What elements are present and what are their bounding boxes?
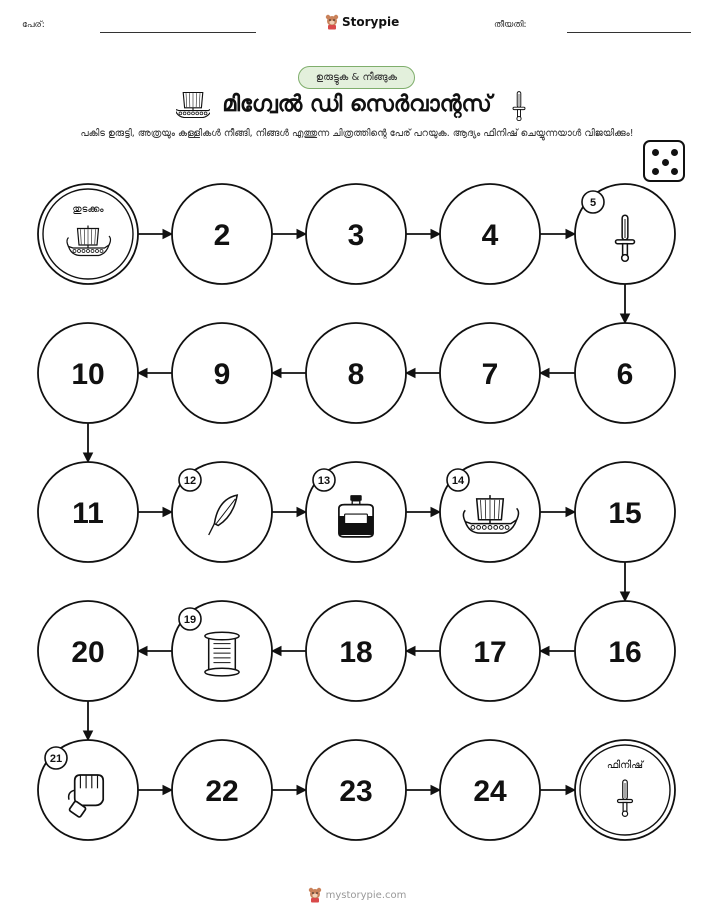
board-cell[interactable] — [38, 740, 138, 840]
footer — [0, 887, 714, 903]
board-cell[interactable] — [440, 462, 540, 562]
board-cell[interactable] — [440, 601, 540, 701]
board-cell[interactable] — [306, 462, 406, 562]
board-cell[interactable] — [306, 184, 406, 284]
cell-number: 17 — [473, 636, 507, 669]
board-cell[interactable] — [38, 323, 138, 423]
board-cell[interactable] — [306, 740, 406, 840]
date-label: തീയതി: — [494, 20, 527, 30]
scroll-icon — [205, 632, 239, 676]
cell-number: 12 — [183, 475, 197, 487]
board-cell[interactable] — [575, 601, 675, 701]
cell-number: 8 — [347, 358, 365, 391]
cell-number: 16 — [608, 636, 642, 669]
cell-number: 23 — [339, 775, 373, 808]
footer-url: mystorypie.com — [325, 889, 407, 901]
board-cell[interactable] — [172, 184, 272, 284]
board-cell[interactable] — [38, 462, 138, 562]
board-cell[interactable] — [172, 323, 272, 423]
start-cell[interactable] — [38, 184, 138, 284]
board-cell[interactable] — [575, 323, 675, 423]
cell-number: 10 — [71, 358, 105, 391]
bear-icon — [308, 887, 322, 903]
cell-number: 5 — [589, 197, 597, 209]
cell-number: 7 — [481, 358, 499, 391]
brand-name: Storypie — [342, 15, 400, 29]
cell-number: 2 — [213, 219, 231, 252]
board-cell[interactable] — [172, 601, 272, 701]
finish-cell[interactable] — [575, 740, 675, 840]
board-cell[interactable] — [440, 740, 540, 840]
start-label: തുടക്കം — [72, 204, 104, 215]
cell-number: 22 — [205, 775, 239, 808]
cell-number: 6 — [616, 358, 634, 391]
board-cell[interactable] — [440, 323, 540, 423]
cell-number: 4 — [481, 219, 499, 252]
board-cell[interactable] — [440, 184, 540, 284]
cell-number: 24 — [473, 775, 507, 808]
cell-number: 21 — [49, 753, 63, 765]
name-label: പേര്: — [22, 20, 45, 30]
cell-number: 14 — [451, 475, 465, 487]
cell-number: 9 — [213, 358, 231, 391]
finish-label: ഫിനിഷ് — [606, 760, 644, 771]
game-type-badge: ഉരുട്ടുക & നീങ്ങുക — [298, 66, 415, 89]
board-cell[interactable] — [38, 601, 138, 701]
cell-number: 20 — [71, 636, 105, 669]
board-cell[interactable] — [575, 462, 675, 562]
cell-number: 15 — [608, 497, 642, 530]
cell-number: 11 — [72, 497, 104, 530]
instructions: പകിട ഉരുട്ടി, അത്രയും കള്ളികൾ നീങ്ങി, നിങ്ങൾ എത്തുന്ന ചിത്രത്തിന്റെ പേര് പറയുക. ആദ്യം ഫിനിഷ് ചെയ്യുന്നയാൾ വിജയിക്കും! — [80, 128, 634, 139]
cell-number: 19 — [183, 614, 197, 626]
page-title: മിഗ്വേൽ ഡി സെർവാന്റസ് — [222, 92, 492, 117]
board-cell[interactable] — [172, 462, 272, 562]
board-cell[interactable] — [306, 323, 406, 423]
cell-number: 18 — [339, 636, 373, 669]
board-cell[interactable] — [575, 184, 675, 284]
board-cell[interactable] — [172, 740, 272, 840]
cell-number: 13 — [317, 475, 331, 487]
board-cell[interactable] — [306, 601, 406, 701]
cell-number: 3 — [347, 219, 365, 252]
